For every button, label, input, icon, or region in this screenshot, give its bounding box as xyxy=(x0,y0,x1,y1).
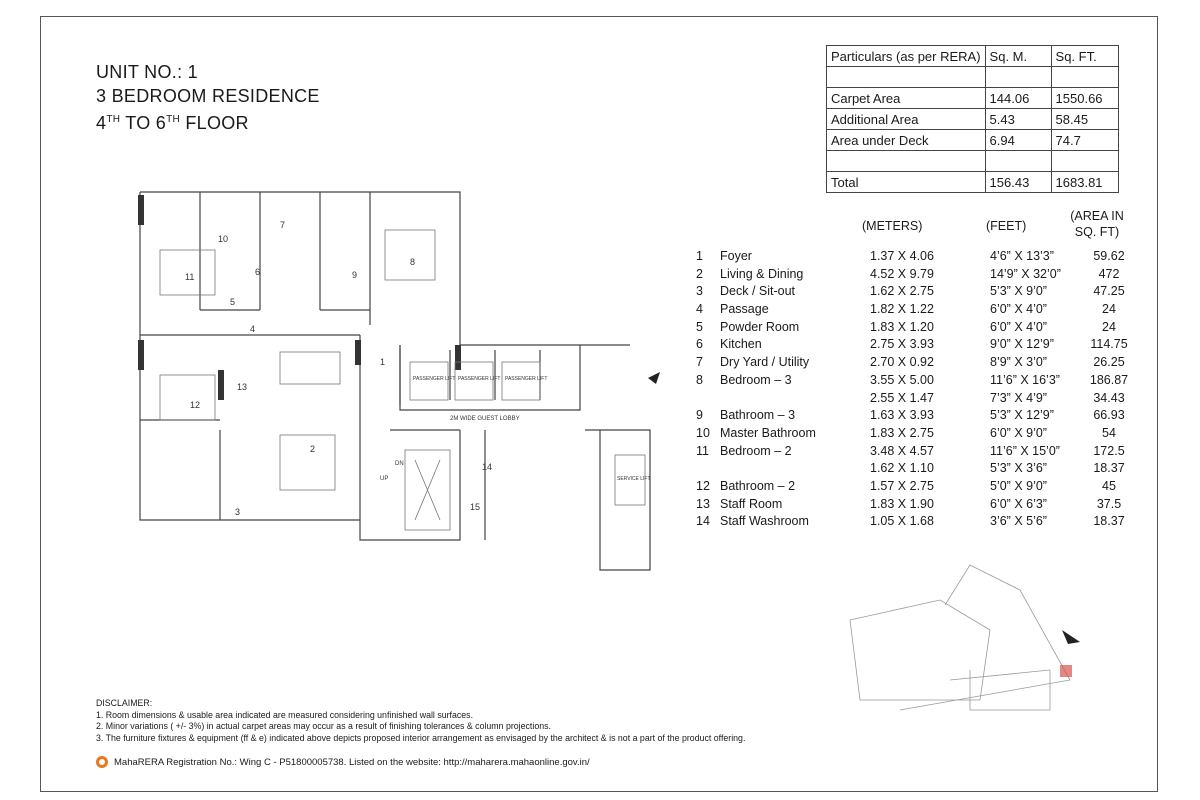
room-feet: 14’9” X 32’0” xyxy=(990,266,1061,281)
svg-text:8: 8 xyxy=(410,257,416,267)
svg-text:10: 10 xyxy=(218,234,229,244)
table-row: Carpet Area 144.06 1550.66 xyxy=(827,88,1119,109)
room-name: Staff Washroom xyxy=(720,514,809,529)
room-area: 37.5 xyxy=(1096,496,1122,511)
room-meters: 3.48 X 4.57 xyxy=(870,443,934,458)
room-name: Dry Yard / Utility xyxy=(720,355,810,370)
svg-text:7: 7 xyxy=(280,220,286,230)
unit-number: UNIT NO.: 1 xyxy=(96,62,198,82)
room-name: Living & Dining xyxy=(720,266,804,281)
table-row: Area under Deck 6.94 74.7 xyxy=(827,130,1119,151)
area-table xyxy=(826,45,1119,193)
room-meters: 1.62 X 1.10 xyxy=(870,461,934,476)
room-meters: 1.83 X 1.90 xyxy=(870,496,934,511)
disclaimer xyxy=(96,698,745,744)
room-meters: 1.57 X 2.75 xyxy=(870,478,934,493)
room-meters: 2.55 X 1.47 xyxy=(870,390,934,405)
svg-text:PASSENGER LIFT: PASSENGER LIFT xyxy=(413,376,456,382)
room-area: 54 xyxy=(1102,425,1116,440)
room-name: Bathroom – 2 xyxy=(720,478,796,493)
room-feet: 11’6” X 16’3” xyxy=(990,372,1060,387)
room-feet: 5’3” X 3’6” xyxy=(990,461,1047,476)
room-feet: 6’0” X 4’0” xyxy=(990,302,1047,317)
svg-text:SERVICE LIFT: SERVICE LIFT xyxy=(617,476,651,482)
room-number: 4 xyxy=(696,302,703,317)
svg-text:5: 5 xyxy=(230,297,236,307)
svg-text:15: 15 xyxy=(470,502,481,512)
room-area: 66.93 xyxy=(1093,408,1125,423)
room-number: 13 xyxy=(696,496,710,511)
room-feet: 5’3” X 9’0” xyxy=(990,284,1047,299)
room-area: 45 xyxy=(1102,478,1116,493)
svg-text:3: 3 xyxy=(235,507,241,517)
room-area: 24 xyxy=(1102,302,1116,317)
svg-text:13: 13 xyxy=(237,382,248,392)
room-number: 11 xyxy=(696,443,709,458)
svg-text:1: 1 xyxy=(380,357,386,367)
room-name: Foyer xyxy=(720,249,752,263)
room-name: Bathroom – 3 xyxy=(720,408,796,423)
area-table-header: Particulars (as per RERA) Sq. M. Sq. FT. xyxy=(827,46,1119,67)
room-area: 186.87 xyxy=(1089,372,1129,387)
room-name: Master Bathroom xyxy=(720,425,816,440)
svg-text:DN: DN xyxy=(395,461,404,467)
svg-text:UP: UP xyxy=(380,476,389,482)
room-feet: 3’6” X 5’6” xyxy=(990,514,1047,529)
room-number: 5 xyxy=(696,319,703,334)
table-row: Additional Area 5.43 58.45 xyxy=(827,109,1119,130)
room-area: 26.25 xyxy=(1093,355,1125,370)
registration-text: MahaRERA Registration No.: Wing C - P51800005738. Listed on the website: http://maharera.mahaonline.gov.in/ xyxy=(114,756,590,768)
maharera-logo-icon xyxy=(96,756,108,768)
room-number: 8 xyxy=(696,372,703,387)
svg-text:6: 6 xyxy=(255,267,261,277)
room-feet: 5’0” X 9’0” xyxy=(990,478,1047,493)
floor-plan xyxy=(130,180,651,560)
room-area: 18.37 xyxy=(1093,514,1125,529)
room-meters: 1.82 X 1.22 xyxy=(870,302,934,317)
svg-text:9: 9 xyxy=(352,270,358,280)
room-number: 10 xyxy=(696,425,710,440)
key-north-arrow-icon xyxy=(1062,630,1080,644)
room-meters: 4.52 X 9.79 xyxy=(870,266,934,281)
disclaimer-line: 2. Minor variations ( +/- 3%) in actual carpet areas may occur as a result of finishing tolerances & column projections. xyxy=(96,721,551,731)
room-name: Staff Room xyxy=(720,496,783,511)
floor-range: 4TH TO 6TH FLOOR xyxy=(96,113,249,133)
room-meters: 1.83 X 1.20 xyxy=(870,319,934,334)
room-area: 472 xyxy=(1098,266,1120,281)
room-area: 34.43 xyxy=(1093,390,1125,405)
room-number: 7 xyxy=(696,355,703,370)
room-feet: 9’0” X 12’9” xyxy=(990,337,1054,352)
room-number: 14 xyxy=(696,514,710,529)
room-meters: 1.83 X 2.75 xyxy=(870,425,934,440)
area-table-spacer xyxy=(827,151,1119,172)
room-meters: 1.05 X 1.68 xyxy=(870,514,934,529)
room-name: Kitchen xyxy=(720,337,762,352)
room-feet: 6’0” X 4’0” xyxy=(990,319,1047,334)
room-area: 114.75 xyxy=(1090,337,1128,352)
room-meters: 2.75 X 3.93 xyxy=(870,337,934,352)
room-meters: 1.37 X 4.06 xyxy=(870,249,934,263)
col-area-header: (AREA IN SQ. FT) xyxy=(1070,209,1124,239)
room-feet: 6’0” X 9’0” xyxy=(990,425,1047,440)
room-number: 9 xyxy=(696,408,703,423)
room-feet: 8’9” X 3’0” xyxy=(990,355,1047,370)
room-feet: 5’3” X 12’9” xyxy=(990,408,1054,423)
room-meters: 3.55 X 5.00 xyxy=(870,372,934,387)
room-area: 24 xyxy=(1102,319,1116,334)
room-number: 6 xyxy=(696,337,703,352)
key-plan xyxy=(840,560,1110,720)
svg-text:2: 2 xyxy=(310,444,316,454)
room-name: Deck / Sit-out xyxy=(720,284,796,299)
room-area: 18.37 xyxy=(1093,461,1125,476)
svg-text:PASSENGER LIFT: PASSENGER LIFT xyxy=(505,376,548,382)
rera-registration xyxy=(96,756,590,768)
disclaimer-line: 3. The furniture fixtures & equipment (ff & e) indicated above depicts proposed interior arrangement as envisaged by the architect & is not a part of the product offering. xyxy=(96,732,746,743)
room-number: 12 xyxy=(696,478,710,493)
room-area: 47.25 xyxy=(1093,284,1125,299)
room-name: Passage xyxy=(720,302,769,317)
room-name: Bedroom – 2 xyxy=(720,443,792,458)
svg-text:2M WIDE GUEST LOBBY: 2M WIDE GUEST LOBBY xyxy=(450,416,520,422)
room-feet: 6’0” X 6’3” xyxy=(990,496,1047,511)
room-area: 59.62 xyxy=(1093,249,1125,263)
room-number: 3 xyxy=(696,284,703,299)
area-table-total: Total 156.43 1683.81 xyxy=(827,172,1119,193)
room-area: 172.5 xyxy=(1093,443,1125,458)
disclaimer-heading: DISCLAIMER: xyxy=(96,698,153,708)
room-name: Powder Room xyxy=(720,319,800,334)
room-feet: 4’6” X 13’3” xyxy=(990,249,1054,263)
room-number: 1 xyxy=(696,249,703,263)
room-meters: 2.70 X 0.92 xyxy=(870,355,934,370)
disclaimer-line: 1. Room dimensions & usable area indicated are measured considering unfinished wall surfaces. xyxy=(96,709,474,720)
col-feet-header: (FEET) xyxy=(986,219,1027,233)
unit-title xyxy=(96,60,320,135)
unit-type: 3 BEDROOM RESIDENCE xyxy=(96,86,320,106)
svg-text:14: 14 xyxy=(482,462,493,472)
room-meters: 1.62 X 2.75 xyxy=(870,284,934,299)
svg-text:12: 12 xyxy=(190,400,201,410)
room-feet: 11’6” X 15’0” xyxy=(990,443,1060,458)
room-feet: 7’3” X 4’9” xyxy=(990,390,1047,405)
room-number: 2 xyxy=(696,266,703,281)
svg-text:PASSENGER LIFT: PASSENGER LIFT xyxy=(458,376,501,382)
svg-text:4: 4 xyxy=(250,324,256,334)
area-table-spacer xyxy=(827,67,1119,88)
col-meters-header: (METERS) xyxy=(862,219,923,233)
room-meters: 1.63 X 3.93 xyxy=(870,408,934,423)
room-name: Bedroom – 3 xyxy=(720,372,792,387)
svg-text:11: 11 xyxy=(185,272,195,282)
